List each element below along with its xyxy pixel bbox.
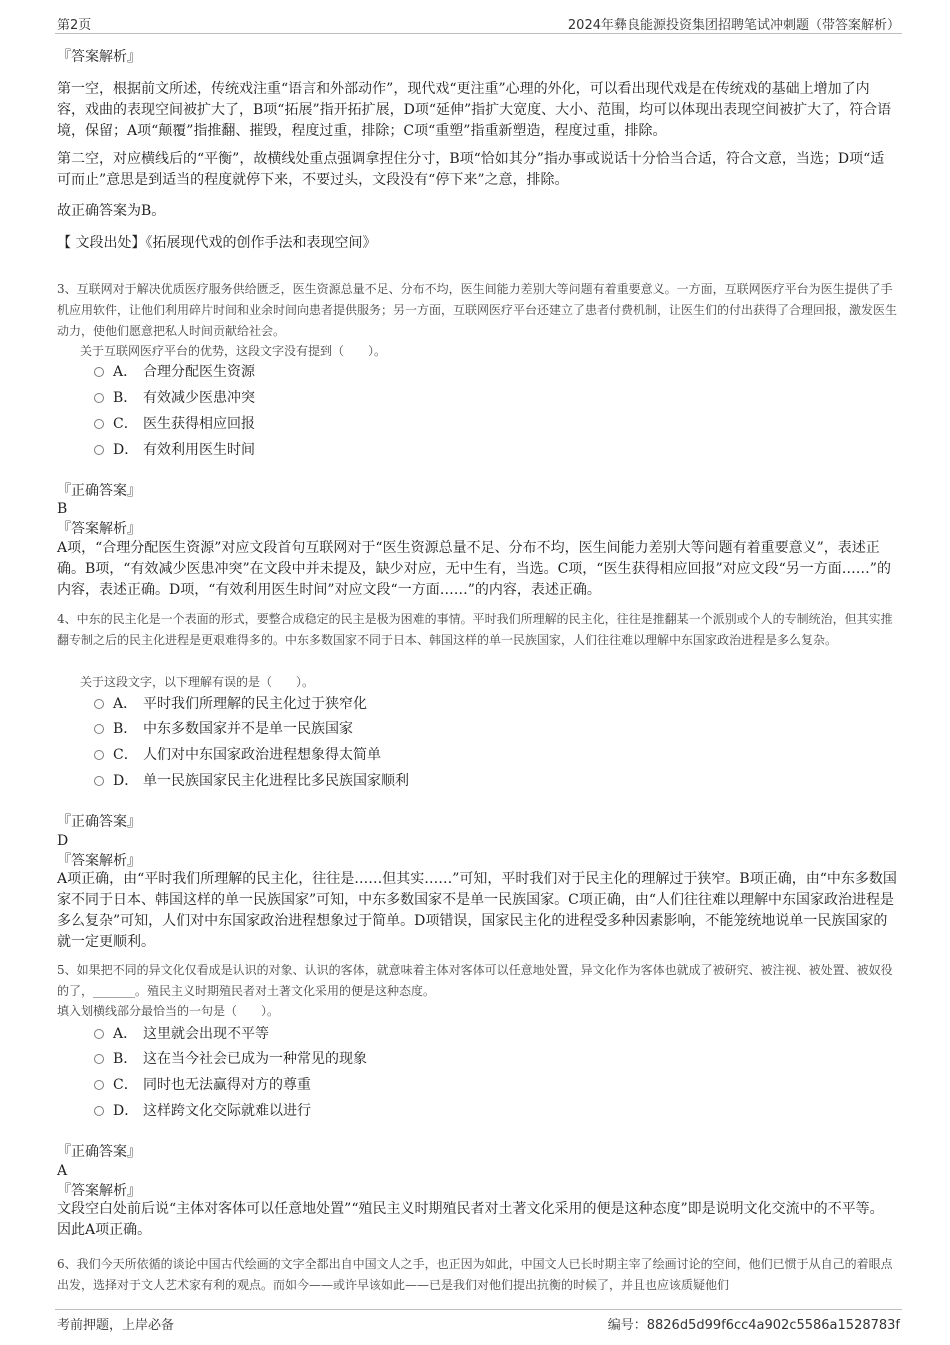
option-text: 医生获得相应回报 xyxy=(143,416,255,432)
option-letter: A． xyxy=(113,364,138,380)
option-text: 有效利用医生时间 xyxy=(143,442,255,458)
radio-icon[interactable] xyxy=(94,419,104,429)
question-4-option-d[interactable] xyxy=(94,769,409,791)
option-letter: D． xyxy=(113,442,139,458)
option-letter: C． xyxy=(113,416,138,432)
option-text: 平时我们所理解的民主化过于狭窄化 xyxy=(143,696,367,712)
q2-analysis-para1: 第一空，根据前文所述，传统戏注重“语言和外部动作”，现代戏“更注重”心理的外化，可以看出现代戏是在传统戏的基础上增加了内容，戏曲的表现空间被扩大了，B项“拓展”指开拓扩展，D项“延伸”指扩大宽度、大小、范围，均可以体现出表现空间被扩大了，符合语境，保留；A项“颠覆”指推翻、摧毁，程度过重，排除；C项“重塑”指重新塑造，程度过重，排除。 xyxy=(57,81,892,139)
option-letter: C． xyxy=(113,1077,138,1093)
footer-divider xyxy=(55,1309,902,1310)
radio-icon[interactable] xyxy=(94,1106,104,1116)
q2-conclusion: 故正确答案为B。 xyxy=(57,203,166,219)
question-5-option-b[interactable] xyxy=(94,1047,367,1069)
question-5-answer-title: 『正确答案』 xyxy=(57,1144,141,1160)
q2-source: 【 文段出处】《拓展现代戏的创作手法和表现空间》 xyxy=(57,235,377,251)
question-3-answer: B xyxy=(57,501,68,517)
question-4-analysis: A项正确，由“平时我们所理解的民主化，往往是……但其实……”可知，平时我们对于民主化的理解过于狭窄。B项正确，由“中东多数国家不同于日本、韩国这样的单一民族国家”可知，中东多数国家不是单一民族国家。C项正确，由“人们往往难以理解中东国家政治进程是多么复杂”可知，人们对中东国家政治进程想象过于简单。D项错误，国家民主化的进程受多种因素影响，不能笼统地说单一民族国家的就一定更顺利。 xyxy=(57,871,897,950)
radio-icon[interactable] xyxy=(94,445,104,455)
question-3-option-b[interactable] xyxy=(94,386,255,408)
question-5-analysis-title: 『答案解析』 xyxy=(57,1183,141,1199)
option-letter: B． xyxy=(113,721,138,737)
radio-icon[interactable] xyxy=(94,1029,104,1039)
option-text: 这在当今社会已成为一种常见的现象 xyxy=(143,1051,367,1067)
option-text: 同时也无法赢得对方的尊重 xyxy=(143,1077,311,1093)
question-3-option-a[interactable] xyxy=(94,360,255,382)
option-letter: B． xyxy=(113,390,138,406)
document-title: 2024年彝良能源投资集团招聘笔试冲刺题（带答案解析） xyxy=(567,18,900,33)
question-4-option-c[interactable] xyxy=(94,743,381,765)
question-3-analysis: A项，“合理分配医生资源”对应文段首句互联网对于“医生资源总量不足、分布不均，医生间能力差别大等问题有着重要意义”，表述正确。B项，“有效减少医患冲突”在文段中并未提及，缺少对应，无中生有，当选。C项，“医生获得相应回报”对应文段“另一方面……”的内容，表述正确。D项，“有效利用医生时间”对应文段“一方面……”的内容，表述正确。 xyxy=(57,540,891,598)
option-text: 人们对中东国家政治进程想象得太简单 xyxy=(143,747,381,763)
option-text: 合理分配医生资源 xyxy=(143,364,255,380)
option-letter: A． xyxy=(113,1026,138,1042)
page-number: 第2页 xyxy=(57,18,92,33)
question-3-answer-title: 『正确答案』 xyxy=(57,483,141,499)
option-letter: D． xyxy=(113,773,139,789)
question-4-text: 4、中东的民主化是一个表面的形式，要整合成稳定的民主是极为困难的事情。平时我们所理解的民主化，往往是推翻某一个派别或个人的专制统治，但其实推翻专制之后的民主化进程是更艰难得多的。中东多数国家不同于日本、韩国这样的单一民族国家，人们往往难以理解中东国家政治进程是多么复杂。 xyxy=(57,612,893,647)
question-4-answer-title: 『正确答案』 xyxy=(57,814,141,830)
question-5-option-a[interactable] xyxy=(94,1022,269,1044)
question-3-analysis-title: 『答案解析』 xyxy=(57,521,141,537)
radio-icon[interactable] xyxy=(94,367,104,377)
question-5-option-d[interactable] xyxy=(94,1099,311,1121)
question-4-option-b[interactable] xyxy=(94,717,353,739)
question-4-answer: D xyxy=(57,833,69,849)
question-3-option-c[interactable] xyxy=(94,412,255,434)
document-id: 编号：8826d5d99f6cc4a902c5586a1528783f xyxy=(607,1318,900,1333)
question-3-prompt: 关于互联网医疗平台的优势，这段文字没有提到（ ）。 xyxy=(80,344,387,358)
question-5-text: 5、如果把不同的异文化仅看成是认识的对象、认识的客体，就意味着主体对客体可以任意地处置，异文化作为客体也就成了被研究、被注视、被处置、被奴役的了，_______。殖民主义时期殖民者对土著文化采用的便是这种态度。 xyxy=(57,963,893,998)
option-letter: B． xyxy=(113,1051,138,1067)
radio-icon[interactable] xyxy=(94,776,104,786)
question-5-analysis: 文段空白处前后说“主体对客体可以任意地处置”“殖民主义时期殖民者对土著文化采用的便是这种态度”即是说明文化交流中的不平等。因此A项正确。 xyxy=(57,1201,884,1238)
footer-slogan: 考前押题，上岸必备 xyxy=(57,1318,175,1333)
question-4-analysis-title: 『答案解析』 xyxy=(57,853,141,869)
question-5-prompt: 填入划横线部分最恰当的一句是（ ）。 xyxy=(57,1004,280,1018)
question-6-text: 6、我们今天所依循的谈论中国古代绘画的文字全都出自中国文人之手，也正因为如此，中国文人已长时期主宰了绘画讨论的空间，他们已惯于从自己的着眼点出发，选择对于文人艺术家有利的观点。而如今——或许早该如此——已是我们对他们提出抗衡的时候了，并且也应该质疑他们 xyxy=(57,1257,893,1292)
q2-analysis-para2: 第二空，对应横线后的“平衡”，故横线处重点强调拿捏住分寸，B项“恰如其分”指办事或说话十分恰当合适，符合文意，当选；D项“适可而止”意思是到适当的程度就停下来，不要过头，文段没有“停下来”之意，排除。 xyxy=(57,151,885,188)
radio-icon[interactable] xyxy=(94,699,104,709)
header-divider xyxy=(55,33,902,34)
radio-icon[interactable] xyxy=(94,1054,104,1064)
question-5-answer: A xyxy=(57,1163,68,1179)
question-4-option-a[interactable] xyxy=(94,692,367,714)
q2-analysis-title: 『答案解析』 xyxy=(57,49,141,65)
option-text: 中东多数国家并不是单一民族国家 xyxy=(143,721,353,737)
radio-icon[interactable] xyxy=(94,724,104,734)
option-text: 这样跨文化交际就难以进行 xyxy=(143,1103,311,1119)
option-text: 单一民族国家民主化进程比多民族国家顺利 xyxy=(143,773,409,789)
question-3-option-d[interactable] xyxy=(94,438,255,460)
question-4-prompt: 关于这段文字，以下理解有误的是（ ）。 xyxy=(80,675,315,689)
option-letter: C． xyxy=(113,747,138,763)
radio-icon[interactable] xyxy=(94,1080,104,1090)
option-text: 有效减少医患冲突 xyxy=(143,390,255,406)
option-letter: A． xyxy=(113,696,138,712)
option-text: 这里就会出现不平等 xyxy=(143,1026,269,1042)
option-letter: D． xyxy=(113,1103,139,1119)
question-5-option-c[interactable] xyxy=(94,1073,311,1095)
question-3-text: 3、互联网对于解决优质医疗服务供给匮乏，医生资源总量不足、分布不均，医生间能力差别大等问题有着重要意义。一方面，互联网医疗平台为医生提供了手机应用软件，让他们利用碎片时间和业余时间向患者提供服务；另一方面，互联网医疗平台还建立了患者付费机制，让医生们的付出获得了合理回报，激发医生动力，使他们愿意把私人时间贡献给社会。 xyxy=(57,282,898,338)
radio-icon[interactable] xyxy=(94,750,104,760)
radio-icon[interactable] xyxy=(94,393,104,403)
